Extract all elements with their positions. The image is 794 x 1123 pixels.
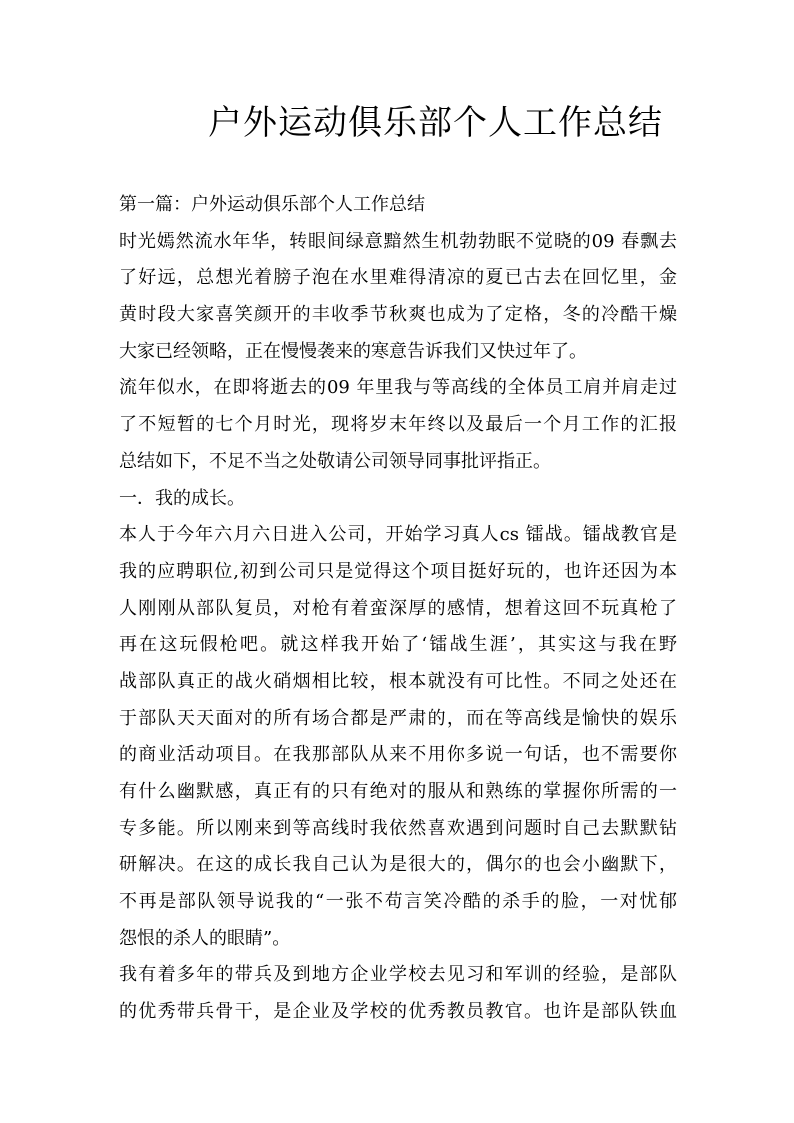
paragraph-line: 了不短暂的七个月时光，现将岁末年终以及最后一个月工作的汇报 bbox=[119, 414, 677, 436]
paragraph-line: 流年似水，在即将逝去的09 年里我与等高线的全体员工肩并肩走过 bbox=[119, 377, 677, 399]
paragraph-line: 时光嫣然流水年华，转眼间绿意黯然生机勃勃眠不觉晓的09 春飘去 bbox=[119, 230, 677, 252]
paragraph-line: 专多能。所以刚来到等高线时我依然喜欢遇到问题时自己去默默钻 bbox=[119, 817, 677, 839]
document-title: 户外运动俱乐部个人工作总结 bbox=[208, 103, 663, 143]
section-heading-line: 第一篇：户外运动俱乐部个人工作总结 bbox=[119, 194, 425, 215]
paragraph-line: 研解决。在这的成长我自己认为是很大的，偶尔的也会小幽默下， bbox=[119, 854, 677, 876]
paragraph-line: 战部队真正的战火硝烟相比较，根本就没有可比性。不同之处还在 bbox=[119, 670, 677, 692]
paragraph-line: 于部队天天面对的所有场合都是严肃的，而在等高线是愉快的娱乐 bbox=[119, 707, 677, 729]
paragraph-line: 我的应聘职位,初到公司只是觉得这个项目挺好玩的，也许还因为本 bbox=[119, 560, 677, 582]
paragraph-line: 黄时段大家喜笑颜开的丰收季节秋爽也成为了定格，冬的冷酷干燥 bbox=[119, 304, 677, 326]
paragraph-line: 我有着多年的带兵及到地方企业学校去见习和军训的经验，是部队 bbox=[119, 964, 677, 986]
paragraph-line: 总结如下，不足不当之处敬请公司领导同事批评指正。 bbox=[119, 450, 551, 472]
paragraph-line: 人刚刚从部队复员，对枪有着蛮深厚的感情，想着这回不玩真枪了 bbox=[119, 597, 677, 619]
section-heading-line: 一．我的成长。 bbox=[119, 487, 245, 509]
paragraph-line: 大家已经领略，正在慢慢袭来的寒意告诉我们又快过年了。 bbox=[119, 340, 587, 362]
paragraph-line: 不再是部队领导说我的“一张不苟言笑冷酷的杀手的脸，一对忧郁 bbox=[119, 891, 677, 913]
paragraph-line: 的优秀带兵骨干，是企业及学校的优秀教员教官。也许是部队铁血 bbox=[119, 1001, 677, 1023]
document-body bbox=[119, 187, 677, 1031]
paragraph-line: 了好远，总想光着膀子泡在水里难得清凉的夏已古去在回忆里，金 bbox=[119, 267, 677, 289]
paragraph-line: 再在这玩假枪吧。就这样我开始了‘镭战生涯’，其实这与我在野 bbox=[119, 634, 677, 656]
paragraph-line: 怨恨的杀人的眼睛”。 bbox=[119, 927, 291, 949]
paragraph-line: 的商业活动项目。在我那部队从来不用你多说一句话，也不需要你 bbox=[119, 744, 677, 766]
paragraph-line: 有什么幽默感，真正有的只有绝对的服从和熟练的掌握你所需的一 bbox=[119, 781, 677, 802]
paragraph-line: 本人于今年六月六日进入公司，开始学习真人cs 镭战。镭战教官是 bbox=[119, 524, 677, 546]
